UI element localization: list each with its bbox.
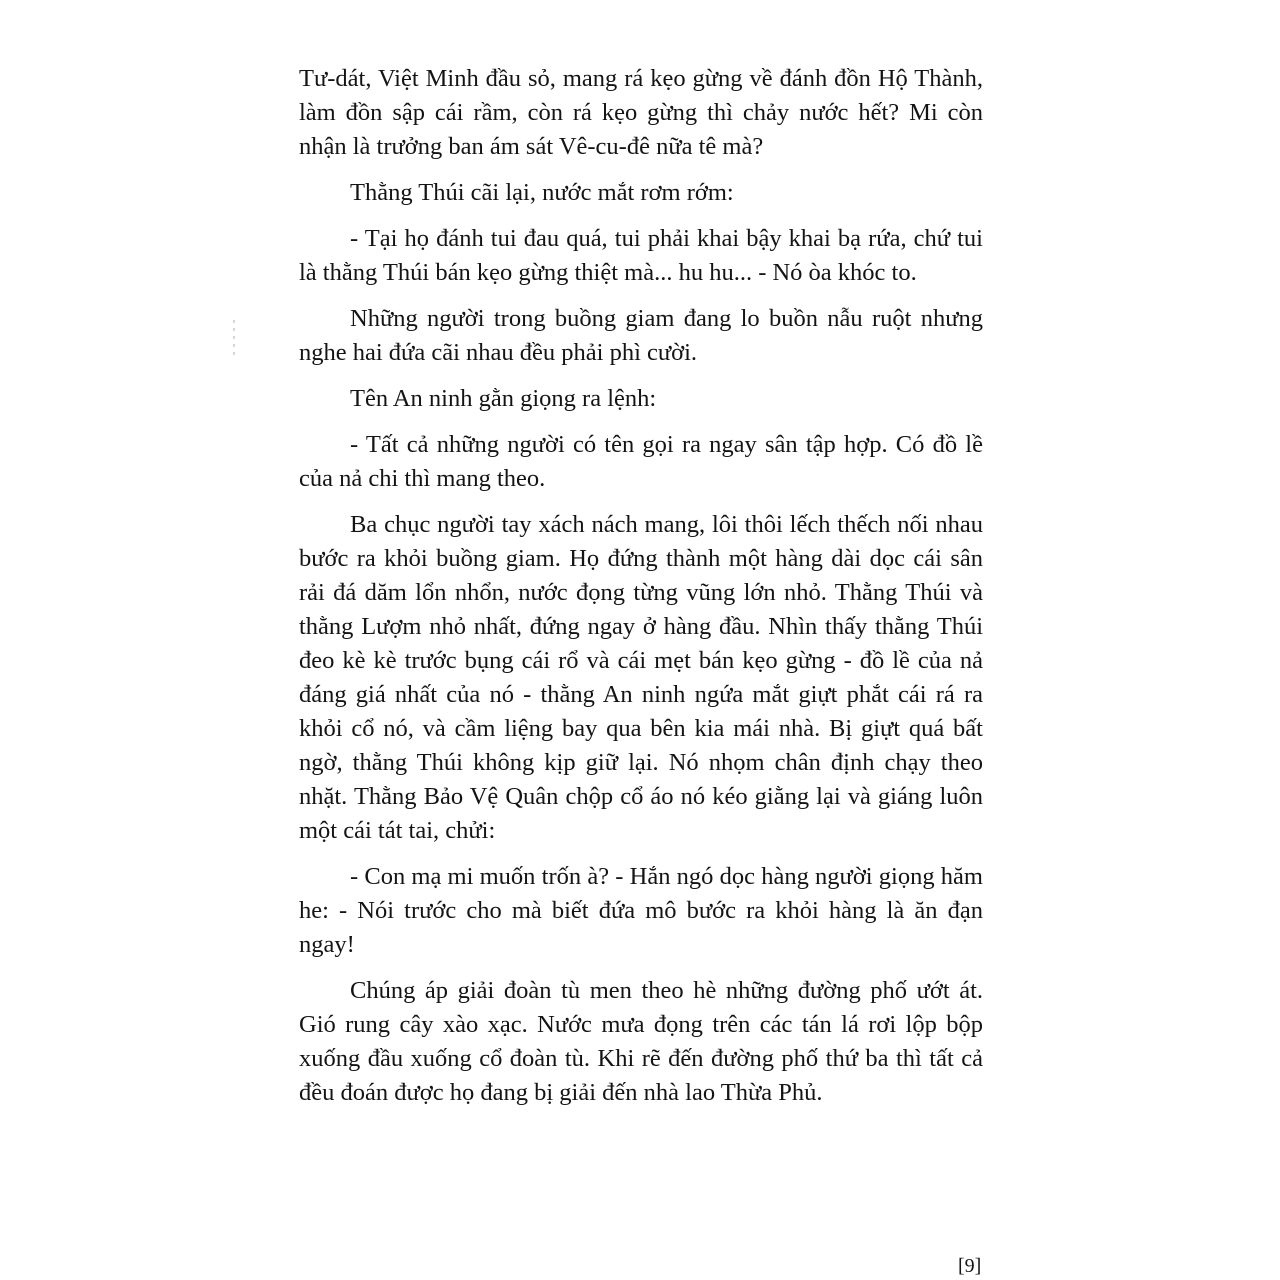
paragraph: - Tất cả những người có tên gọi ra ngay sân tập hợp. Có đồ lề của nả chi thì mang theo.	[299, 431, 983, 492]
margin-mark	[233, 320, 235, 360]
paragraph: Thằng Thúi cãi lại, nước mắt rơm rớm:	[350, 179, 734, 206]
body-text	[299, 62, 983, 1122]
paragraph: Tên An ninh gằn giọng ra lệnh:	[350, 385, 657, 412]
paragraph: Những người trong buồng giam đang lo buồn nẫu ruột nhưng nghe hai đứa cãi nhau đều phải phì cười.	[299, 305, 983, 366]
paragraph: Tư-dát, Việt Minh đầu sỏ, mang rá kẹo gừng về đánh đồn Hộ Thành, làm đồn sập cái rầm, còn rá kẹo gừng thì chảy nước hết? Mi còn nhận là trưởng ban ám sát Vê-cu-đê nữa tê mà?	[299, 65, 983, 160]
paragraph: Ba chục người tay xách nách mang, lôi thôi lếch thếch nối nhau bước ra khỏi buồng giam. Họ đứng thành một hàng dài dọc cái sân rải đá dăm lổn nhổn, nước đọng từng vũng lớn nhỏ. Thằng Thúi và thằng Lượm nhỏ nhất, đứng ngay ở hàng đầu. Nhìn thấy thằng Thúi đeo kè kè trước bụng cái rổ và cái mẹt bán kẹo gừng - đồ lề của nả đáng giá nhất của nó - thằng An ninh ngứa mắt giựt phắt cái rá ra khỏi cổ nó, và cầm liệng bay qua bên kia mái nhà. Bị giựt quá bất ngờ, thằng Thúi không kịp giữ lại. Nó nhọm chân định chạy theo nhặt. Thằng Bảo Vệ Quân chộp cổ áo nó kéo giằng lại và giáng luôn một cái tát tai, chửi:	[299, 511, 983, 844]
page-number: [9]	[958, 1255, 982, 1277]
paragraph: - Tại họ đánh tui đau quá, tui phải khai bậy khai bạ rứa, chứ tui là thằng Thúi bán kẹo gừng thiệt mà... hu hu... - Nó òa khóc to.	[299, 225, 983, 286]
paragraph: - Con mạ mi muốn trốn à? - Hắn ngó dọc hàng người giọng hăm he: - Nói trước cho mà biết đứa mô bước ra khỏi hàng là ăn đạn ngay!	[299, 863, 983, 958]
paragraph: Chúng áp giải đoàn tù men theo hè những đường phố ướt át. Gió rung cây xào xạc. Nước mưa đọng trên các tán lá rơi lộp bộp xuống đầu xuống cổ đoàn tù. Khi rẽ đến đường phố thứ ba thì tất cả đều đoán được họ đang bị giải đến nhà lao Thừa Phủ.	[299, 977, 983, 1106]
